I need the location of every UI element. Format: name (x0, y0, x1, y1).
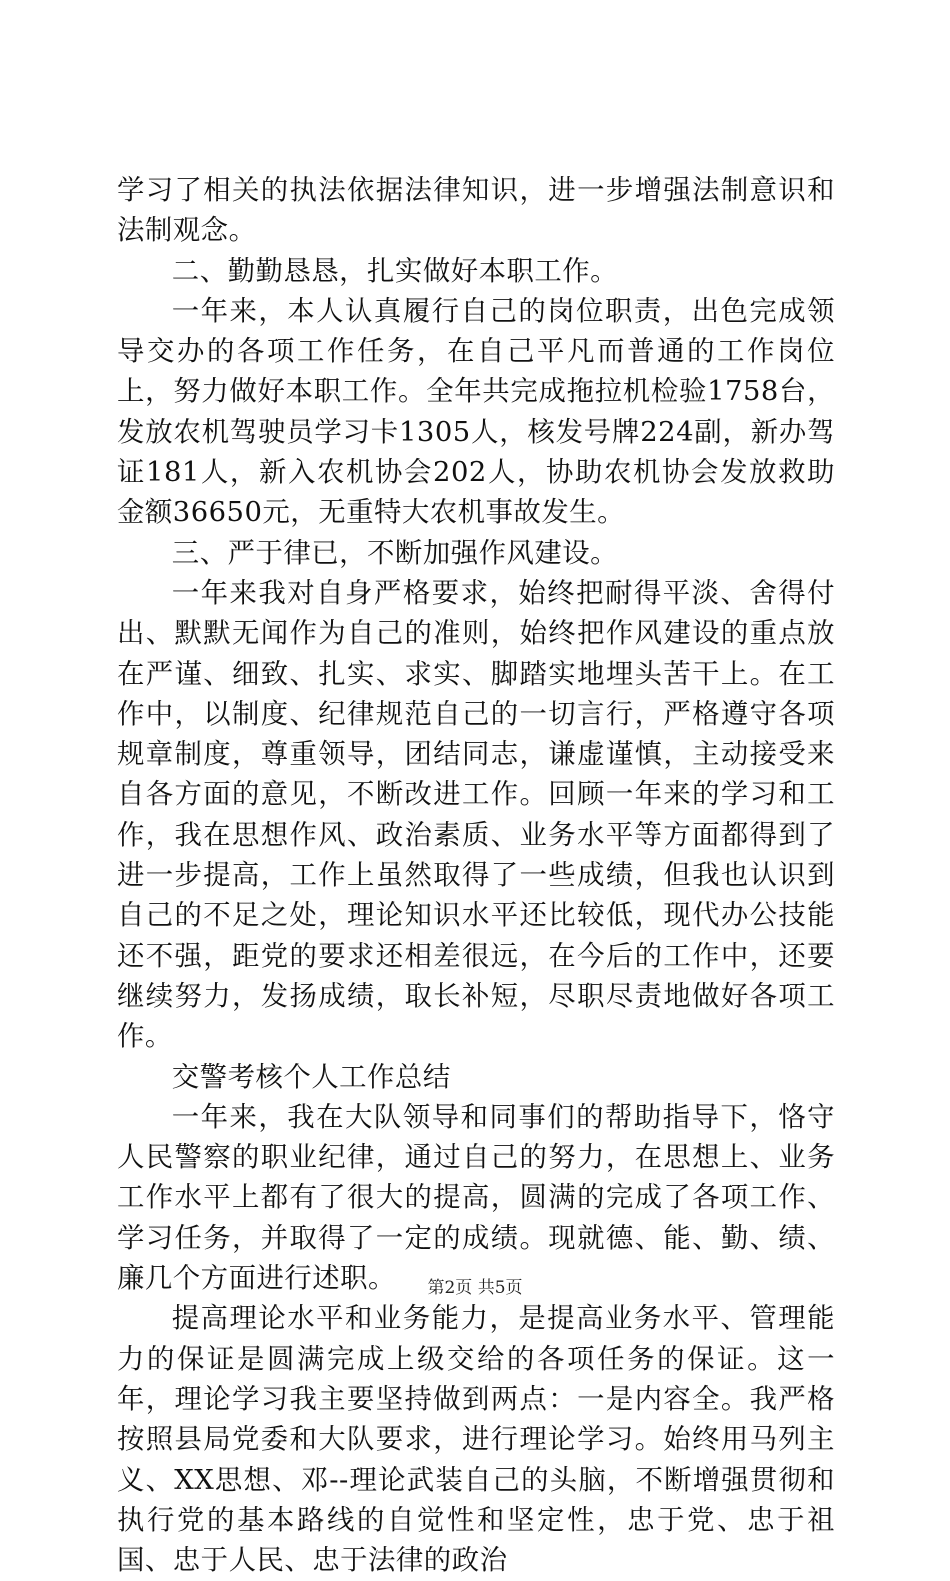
section-heading-3: 三、严于律已，不断加强作风建设。 (171, 537, 619, 569)
section-heading-2: 二、勤勤恳恳，扎实做好本职工作。 (171, 255, 619, 287)
document-body (117, 171, 835, 1581)
paragraph-3: 一年来，本人认真履行自己的岗位职责，出色完成领导交办的各项工作任务，在自己平凡而普通的工作岗位上，努力做好本职工作。全年共完成拖拉机检验1758台，发放农机驾驶员学习卡1305人，核发号牌224副，新办驾证181人，新入农机协会202人，协助农机协会发放救助金额36650元，无重特大农机事故发生。 (117, 295, 835, 529)
page-number-footer: 第2页 共5页 (427, 1278, 523, 1298)
document-title: 交警考核个人工作总结 (171, 1061, 451, 1093)
paragraph-5: 一年来我对自身严格要求，始终把耐得平淡、舍得付出、默默无闻作为自己的准则，始终把作风建设的重点放在严谨、细致、扎实、求实、脚踏实地埋头苦干上。在工作中，以制度、纪律规范自己的一切言行，严格遵守各项规章制度，尊重领导，团结同志，谦虚谨慎，主动接受来自各方面的意见，不断改进工作。回顾一年来的学习和工作，我在思想作风、政治素质、业务水平等方面都得到了进一步提高，工作上虽然取得了一些成绩，但我也认识到自己的不足之处，理论知识水平还比较低，现代办公技能还不强，距党的要求还相差很远，在今后的工作中，还要继续努力，发扬成绩，取长补短，尽职尽责地做好各项工作。 (117, 577, 835, 1053)
paragraph-7: 一年来，我在大队领导和同事们的帮助指导下，恪守人民警察的职业纪律，通过自己的努力，在思想上、业务工作水平上都有了很大的提高，圆满的完成了各项工作、学习任务，并取得了一定的成绩。现就德、能、勤、绩、廉几个方面进行述职。 (117, 1101, 835, 1295)
paragraph-1: 学习了相关的执法依据法律知识，进一步增强法制意识和法制观念。 (117, 175, 835, 247)
paragraph-8: 提高理论水平和业务能力，是提高业务水平、管理能力的保证是圆满完成上级交给的各项任务的保证。这一年，理论学习我主要坚持做到两点：一是内容全。我严格按照县局党委和大队要求，进行理论学习。始终用马列主义、XX思想、邓--理论武装自己的头脑，不断增强贯彻和执行党的基本路线的自觉性和坚定性，忠于党、忠于祖国、忠于人民、忠于法律的政治 (117, 1303, 835, 1577)
